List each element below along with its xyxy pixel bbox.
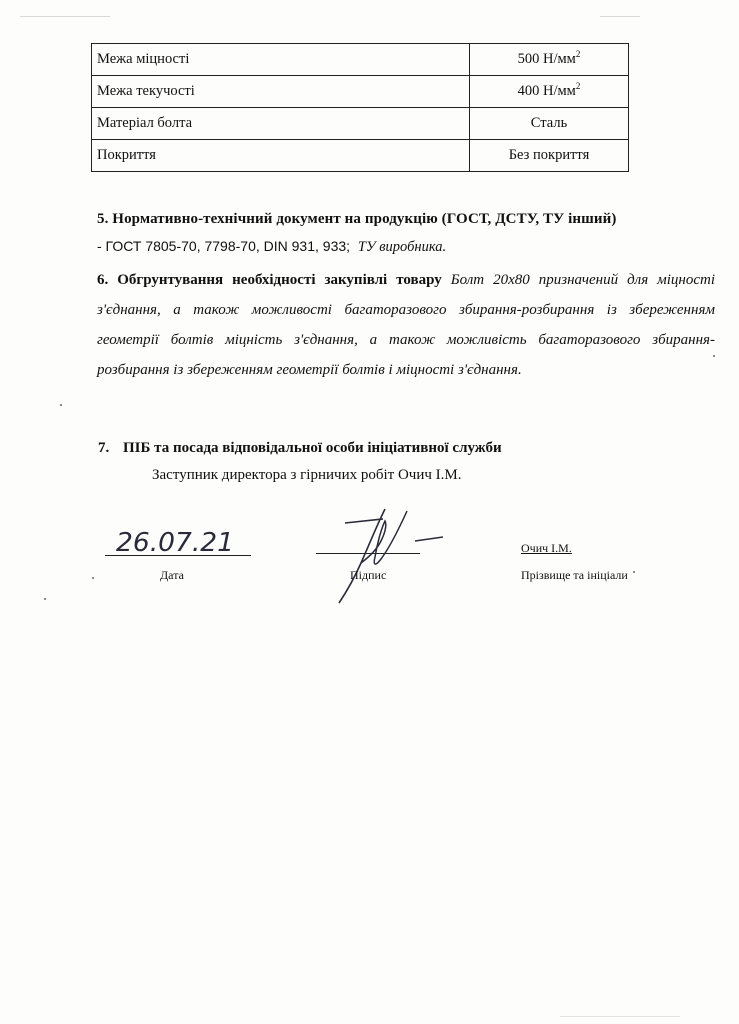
scan-speck (60, 404, 62, 406)
value-cell: 400 $Н/мм^2$ (470, 76, 629, 108)
param-cell: Межа текучості (92, 76, 470, 108)
value-cell: Без покриття (470, 140, 629, 172)
scan-speck (92, 577, 94, 579)
scan-artifact (560, 1016, 680, 1017)
param-cell: Покриття (92, 140, 470, 172)
section7-heading: 7. ПІБ та посада відповідальної особи ініціативної служби (98, 440, 502, 456)
scan-speck (713, 355, 715, 357)
section6-heading: 6. Обгрунтування необхідності закупівлі товару (97, 272, 442, 288)
handwritten-date-text: 26.07.21 (116, 528, 234, 558)
section5-italic: ТУ виробника. (357, 239, 447, 255)
table-row (92, 140, 629, 172)
section5-heading: 5. Нормативно-технічний документ на продукцію (ГОСТ, ДСТУ, ТУ інший) (97, 211, 617, 227)
name-text: Очич І.М. (521, 541, 572, 555)
section6-text: Болт 20х80 призначений для міцності з'єднання, а також можливості багаторазового збирання-розбирання із збереженням геометрії болтів міцність з'єднання, а також можливість багаторазового збирання-розбирання із збереженням геометрії болтів і міцності з'єднання. (97, 272, 716, 378)
specs-table (91, 43, 629, 172)
date-label: Дата (160, 568, 184, 582)
section6-paragraph (97, 265, 715, 385)
table-row (92, 44, 629, 76)
scan-speck (633, 571, 635, 573)
param-cell: Матеріал болта (92, 108, 470, 140)
table-row (92, 76, 629, 108)
scan-speck (44, 598, 46, 600)
value-cell: Сталь (470, 108, 629, 140)
param-cell: Межа міцності (92, 44, 470, 76)
section5-text: - ГОСТ 7805-70, 7798-70, DIN 931, 933; ТУ виробника. (97, 238, 447, 255)
handwritten-date (112, 524, 242, 558)
signature-label: Підпис (350, 568, 387, 582)
table-row (92, 108, 629, 140)
scan-artifact (20, 16, 110, 17)
value-cell: 500 $Н/мм^2$ (470, 44, 629, 76)
signature-image (325, 505, 455, 605)
name-label: Прізвище та ініціали (521, 568, 628, 582)
section7-person: Заступник директора з гірничих робіт Очич І.М. (152, 467, 462, 483)
scan-artifact (600, 16, 640, 17)
